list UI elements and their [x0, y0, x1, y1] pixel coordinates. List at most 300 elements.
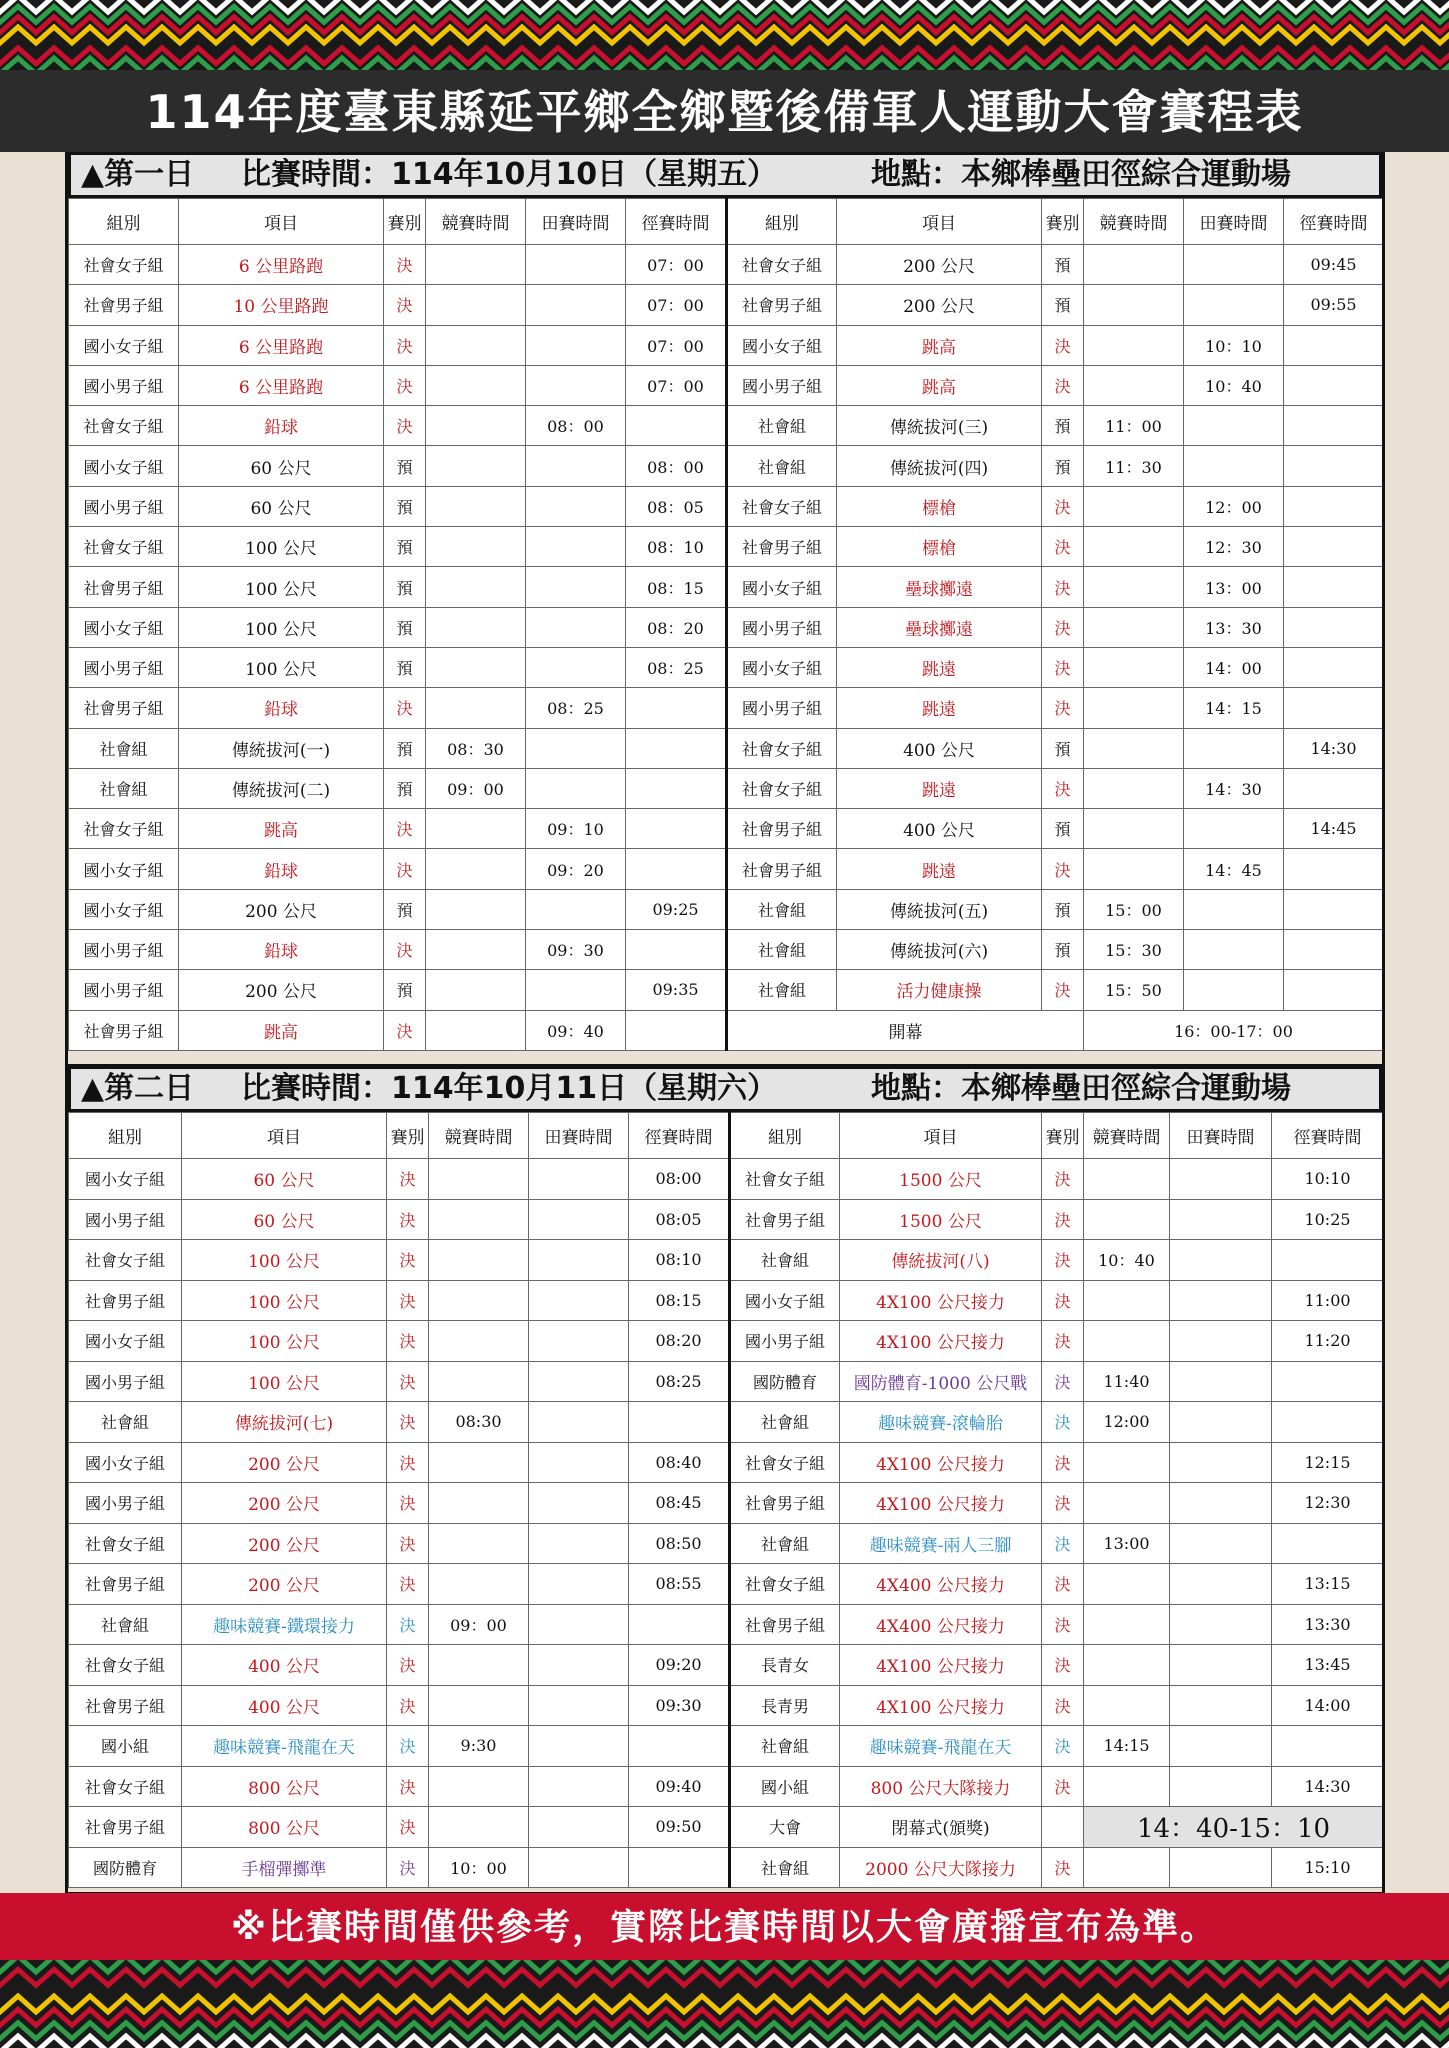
race-time-cell	[429, 1645, 529, 1686]
event-cell: 傳統拔河(八)	[840, 1240, 1042, 1281]
round-cell: 預	[384, 889, 426, 929]
race-time-cell: 08:30	[429, 1402, 529, 1443]
track-time-cell	[1272, 1523, 1384, 1564]
field-time-cell	[1170, 1240, 1272, 1281]
race-time-cell	[1084, 1442, 1170, 1483]
group-cell: 社會組	[730, 1240, 840, 1281]
group-cell: 社會女子組	[730, 1564, 840, 1605]
track-time-cell	[629, 1726, 729, 1767]
group-cell: 社會組	[727, 889, 837, 929]
round-cell: 決	[1042, 1523, 1084, 1564]
round-cell: 決	[384, 245, 426, 285]
round-cell: 預	[1042, 406, 1084, 446]
event-cell: 60 公尺	[179, 446, 384, 486]
event-cell: 趣味競賽-飛龍在天	[182, 1726, 387, 1767]
race-time-cell	[429, 1564, 529, 1605]
track-time-cell: 10:10	[1272, 1159, 1384, 1200]
field-time-cell: 09：40	[526, 1010, 626, 1050]
track-time-cell	[626, 406, 726, 446]
round-cell: 決	[1042, 688, 1084, 728]
field-time-cell	[529, 1483, 629, 1524]
track-time-cell: 15:10	[1272, 1847, 1384, 1888]
table-row	[727, 446, 1384, 486]
round-cell: 決	[384, 365, 426, 405]
group-cell: 國小女子組	[69, 325, 179, 365]
event-cell: 傳統拔河(六)	[837, 930, 1042, 970]
group-cell: 社會組	[727, 970, 837, 1010]
field-time-cell	[1184, 406, 1284, 446]
table-row	[730, 1442, 1384, 1483]
event-cell: 4X100 公尺接力	[840, 1483, 1042, 1524]
group-cell: 社會女子組	[69, 1645, 182, 1686]
group-cell: 社會組	[69, 1604, 182, 1645]
column-header: 項目	[179, 199, 384, 245]
column-header: 組別	[69, 199, 179, 245]
round-cell: 決	[384, 688, 426, 728]
track-time-cell	[1272, 1361, 1384, 1402]
round-cell: 預	[384, 647, 426, 687]
event-cell: 鉛球	[179, 406, 384, 446]
race-time-cell	[1084, 607, 1184, 647]
event-cell: 100 公尺	[182, 1280, 387, 1321]
table-row	[727, 486, 1384, 526]
table-row	[727, 1010, 1384, 1050]
group-cell: 國小組	[69, 1726, 182, 1767]
table-row	[730, 1523, 1384, 1564]
group-cell: 社會男子組	[69, 285, 179, 325]
group-cell: 社會男子組	[730, 1604, 840, 1645]
field-time-cell	[1170, 1685, 1272, 1726]
group-cell: 國小男子組	[69, 1483, 182, 1524]
race-time-cell	[426, 889, 526, 929]
round-cell: 決	[384, 1010, 426, 1050]
table-row	[730, 1361, 1384, 1402]
table-row	[730, 1199, 1384, 1240]
race-time-cell	[1084, 849, 1184, 889]
column-header: 組別	[69, 1113, 182, 1159]
race-time-cell	[1084, 1766, 1170, 1807]
column-header: 競賽時間	[1084, 199, 1184, 245]
group-cell: 國小女子組	[69, 1159, 182, 1200]
event-cell: 100 公尺	[182, 1361, 387, 1402]
race-time-cell	[429, 1361, 529, 1402]
race-time-cell	[1084, 567, 1184, 607]
table-row	[69, 1442, 729, 1483]
round-cell: 決	[1042, 1442, 1084, 1483]
race-time-cell	[1084, 486, 1184, 526]
group-cell: 大會	[730, 1807, 840, 1848]
event-cell: 200 公尺	[182, 1483, 387, 1524]
field-time-cell	[526, 446, 626, 486]
round-cell: 決	[387, 1321, 429, 1362]
field-time-cell	[529, 1766, 629, 1807]
round-cell: 決	[384, 809, 426, 849]
group-cell: 國小男子組	[69, 930, 179, 970]
track-time-cell: 09:55	[1284, 285, 1384, 325]
field-time-cell	[526, 325, 626, 365]
race-time-cell	[1084, 1483, 1170, 1524]
event-cell: 6 公里路跑	[179, 365, 384, 405]
round-cell: 決	[384, 325, 426, 365]
round-cell: 決	[387, 1645, 429, 1686]
event-cell: 200 公尺	[837, 285, 1042, 325]
round-cell: 預	[384, 728, 426, 768]
group-cell: 社會組	[730, 1402, 840, 1443]
day1-time: 比賽時間：114年10月10日（星期五）	[241, 157, 778, 192]
table-row	[69, 1523, 729, 1564]
column-header: 競賽時間	[426, 199, 526, 245]
field-time-cell: 08：25	[526, 688, 626, 728]
table-row	[69, 1604, 729, 1645]
race-time-cell: 09：00	[426, 768, 526, 808]
round-cell: 決	[1042, 1280, 1084, 1321]
day1-label: ▲第一日	[81, 157, 195, 192]
race-time-cell	[1084, 1847, 1170, 1888]
field-time-cell	[529, 1726, 629, 1767]
track-time-cell: 12:15	[1272, 1442, 1384, 1483]
field-time-cell: 09：10	[526, 809, 626, 849]
table-row	[69, 1402, 729, 1443]
page-title: 114年度臺東縣延平鄉全鄉暨後備軍人運動大會賽程表	[145, 85, 1304, 139]
round-cell: 決	[384, 849, 426, 889]
round-cell	[1042, 1807, 1084, 1848]
column-header: 組別	[730, 1113, 840, 1159]
round-cell: 決	[1042, 567, 1084, 607]
table-row	[69, 1645, 729, 1686]
field-time-cell	[526, 970, 626, 1010]
track-time-cell: 08:20	[629, 1321, 729, 1362]
table-row	[727, 285, 1384, 325]
column-header: 項目	[840, 1113, 1042, 1159]
round-cell: 預	[384, 970, 426, 1010]
column-header: 賽別	[384, 199, 426, 245]
column-header: 項目	[182, 1113, 387, 1159]
table-row	[727, 970, 1384, 1010]
field-time-cell	[1184, 809, 1284, 849]
table-row	[730, 1564, 1384, 1605]
track-time-cell: 08:15	[629, 1280, 729, 1321]
table-row	[727, 768, 1384, 808]
track-time-cell	[1284, 325, 1384, 365]
event-cell: 跳遠	[837, 688, 1042, 728]
table-row	[69, 406, 726, 446]
event-cell: 跳高	[837, 325, 1042, 365]
day1-left-table	[68, 198, 726, 1051]
column-header: 賽別	[387, 1113, 429, 1159]
table-row	[69, 728, 726, 768]
group-cell: 國小女子組	[69, 446, 179, 486]
event-cell: 10 公里路跑	[179, 285, 384, 325]
event-cell: 鉛球	[179, 688, 384, 728]
track-time-cell	[1284, 970, 1384, 1010]
group-cell: 社會組	[730, 1523, 840, 1564]
round-cell: 預	[1042, 809, 1084, 849]
table-row	[730, 1847, 1384, 1888]
event-cell: 活力健康操	[837, 970, 1042, 1010]
race-time-cell: 09：00	[429, 1604, 529, 1645]
group-cell: 社會女子組	[727, 728, 837, 768]
event-cell: 跳遠	[837, 647, 1042, 687]
race-time-cell	[429, 1483, 529, 1524]
round-cell: 預	[1042, 245, 1084, 285]
day2-time: 比賽時間：114年10月11日（星期六）	[241, 1071, 778, 1106]
race-time-cell	[1084, 1604, 1170, 1645]
group-cell: 社會女子組	[727, 768, 837, 808]
event-cell: 200 公尺	[837, 245, 1042, 285]
round-cell: 決	[387, 1766, 429, 1807]
track-time-cell: 11:00	[1272, 1280, 1384, 1321]
column-header: 徑賽時間	[1272, 1113, 1384, 1159]
field-time-cell	[1170, 1726, 1272, 1767]
race-time-cell	[1084, 1564, 1170, 1605]
group-cell: 長青男	[730, 1685, 840, 1726]
field-time-cell: 13：30	[1184, 607, 1284, 647]
field-time-cell	[529, 1685, 629, 1726]
group-cell: 國小男子組	[69, 647, 179, 687]
event-cell: 100 公尺	[182, 1321, 387, 1362]
track-time-cell	[626, 930, 726, 970]
track-time-cell: 08:45	[629, 1483, 729, 1524]
round-cell: 決	[387, 1807, 429, 1848]
event-cell: 傳統拔河(五)	[837, 889, 1042, 929]
event-cell: 60 公尺	[182, 1199, 387, 1240]
race-time-cell	[426, 607, 526, 647]
race-time-cell	[426, 285, 526, 325]
field-time-cell	[529, 1604, 629, 1645]
race-time-cell	[426, 325, 526, 365]
field-time-cell	[1184, 728, 1284, 768]
race-time-cell	[426, 245, 526, 285]
field-time-cell	[1170, 1159, 1272, 1200]
event-cell: 壘球擲遠	[837, 567, 1042, 607]
group-cell: 社會女子組	[730, 1442, 840, 1483]
race-time-cell	[426, 567, 526, 607]
event-cell: 400 公尺	[182, 1645, 387, 1686]
event-cell: 6 公里路跑	[179, 325, 384, 365]
event-cell: 跳高	[837, 365, 1042, 405]
table-row	[730, 1604, 1384, 1645]
track-time-cell	[1284, 849, 1384, 889]
field-time-cell	[526, 889, 626, 929]
field-time-cell	[526, 728, 626, 768]
field-time-cell: 09：30	[526, 930, 626, 970]
track-time-cell: 09:25	[626, 889, 726, 929]
table-row	[69, 365, 726, 405]
round-cell: 決	[1042, 1402, 1084, 1443]
race-time-cell	[426, 446, 526, 486]
round-cell: 決	[1042, 1361, 1084, 1402]
race-time-cell	[429, 1442, 529, 1483]
race-time-cell	[1084, 365, 1184, 405]
race-time-cell	[429, 1807, 529, 1848]
track-time-cell: 08：25	[626, 647, 726, 687]
event-cell: 跳遠	[837, 849, 1042, 889]
group-cell: 國小女子組	[69, 849, 179, 889]
race-time-cell	[429, 1685, 529, 1726]
event-cell: 60 公尺	[179, 486, 384, 526]
day2-right-table	[728, 1112, 1384, 1888]
footer-note: ※比賽時間僅供參考，實際比賽時間以大會廣播宣布為準。	[231, 1907, 1218, 1948]
event-cell: 200 公尺	[179, 889, 384, 929]
table-row	[727, 527, 1384, 567]
table-row	[69, 1807, 729, 1848]
track-time-cell	[1272, 1240, 1384, 1281]
event-cell: 傳統拔河(二)	[179, 768, 384, 808]
table-header-row	[730, 1113, 1384, 1159]
race-time-cell	[426, 849, 526, 889]
table-row	[69, 1766, 729, 1807]
column-header: 徑賽時間	[629, 1113, 729, 1159]
round-cell: 決	[387, 1361, 429, 1402]
event-cell: 60 公尺	[182, 1159, 387, 1200]
round-cell: 決	[387, 1240, 429, 1281]
table-row	[69, 446, 726, 486]
group-cell: 社會女子組	[69, 406, 179, 446]
group-cell: 長青女	[730, 1645, 840, 1686]
field-time-cell	[1184, 285, 1284, 325]
group-cell: 社會女子組	[69, 245, 179, 285]
table-header-row	[727, 199, 1384, 245]
table-row	[727, 889, 1384, 929]
race-time-cell	[1084, 1280, 1170, 1321]
opening-cell: 開幕	[727, 1010, 1084, 1050]
event-cell: 4X100 公尺接力	[840, 1442, 1042, 1483]
table-row	[69, 1280, 729, 1321]
round-cell: 決	[384, 285, 426, 325]
event-cell: 4X100 公尺接力	[840, 1280, 1042, 1321]
race-time-cell	[426, 647, 526, 687]
track-time-cell: 07：00	[626, 285, 726, 325]
table-row	[69, 607, 726, 647]
round-cell: 決	[1042, 647, 1084, 687]
race-time-cell	[1084, 325, 1184, 365]
field-time-cell	[1170, 1847, 1272, 1888]
event-cell: 標槍	[837, 486, 1042, 526]
event-cell: 400 公尺	[837, 728, 1042, 768]
event-cell: 鉛球	[179, 849, 384, 889]
field-time-cell	[526, 768, 626, 808]
field-time-cell	[1184, 930, 1284, 970]
event-cell: 趣味競賽-滾輪胎	[840, 1402, 1042, 1443]
race-time-cell	[426, 365, 526, 405]
round-cell: 決	[387, 1442, 429, 1483]
round-cell: 決	[1042, 1766, 1084, 1807]
table-row	[69, 809, 726, 849]
group-cell: 國小男子組	[69, 486, 179, 526]
field-time-cell	[1170, 1442, 1272, 1483]
track-time-cell	[1284, 567, 1384, 607]
table-row	[69, 527, 726, 567]
zigzag-bottom-border	[0, 1960, 1449, 2048]
column-header: 項目	[837, 199, 1042, 245]
group-cell: 國小男子組	[69, 1199, 182, 1240]
field-time-cell	[1170, 1645, 1272, 1686]
race-time-cell: 10：40	[1084, 1240, 1170, 1281]
track-time-cell	[1284, 486, 1384, 526]
table-row	[730, 1321, 1384, 1362]
race-time-cell: 15：00	[1084, 889, 1184, 929]
column-header: 田賽時間	[529, 1113, 629, 1159]
race-time-cell	[426, 930, 526, 970]
race-time-cell	[429, 1159, 529, 1200]
table-row	[69, 768, 726, 808]
group-cell: 國小女子組	[727, 325, 837, 365]
table-row	[69, 688, 726, 728]
group-cell: 國小女子組	[69, 889, 179, 929]
table-row	[730, 1402, 1384, 1443]
field-time-cell	[526, 527, 626, 567]
table-row	[69, 1483, 729, 1524]
track-time-cell: 08:55	[629, 1564, 729, 1605]
group-cell: 國小男子組	[69, 365, 179, 405]
track-time-cell	[626, 688, 726, 728]
event-cell: 傳統拔河(一)	[179, 728, 384, 768]
track-time-cell: 08:40	[629, 1442, 729, 1483]
field-time-cell	[526, 647, 626, 687]
table-row	[727, 567, 1384, 607]
track-time-cell: 09:20	[629, 1645, 729, 1686]
race-time-cell: 15：50	[1084, 970, 1184, 1010]
table-row	[69, 245, 726, 285]
race-time-cell	[426, 527, 526, 567]
table-header-row	[69, 199, 726, 245]
race-time-cell	[1084, 1159, 1170, 1200]
track-time-cell: 13:45	[1272, 1645, 1384, 1686]
round-cell: 決	[384, 406, 426, 446]
round-cell: 決	[1042, 1321, 1084, 1362]
group-cell: 社會男子組	[727, 849, 837, 889]
round-cell: 決	[1042, 486, 1084, 526]
table-row	[69, 325, 726, 365]
group-cell: 國小女子組	[69, 1321, 182, 1362]
race-time-cell	[429, 1523, 529, 1564]
track-time-cell	[1284, 930, 1384, 970]
track-time-cell: 09:30	[629, 1685, 729, 1726]
event-cell: 1500 公尺	[840, 1159, 1042, 1200]
event-cell: 400 公尺	[182, 1685, 387, 1726]
table-row	[69, 930, 726, 970]
field-time-cell	[529, 1645, 629, 1686]
track-time-cell: 08:05	[629, 1199, 729, 1240]
event-cell: 4X400 公尺接力	[840, 1564, 1042, 1605]
event-cell: 趣味競賽-飛龍在天	[840, 1726, 1042, 1767]
table-row	[69, 1361, 729, 1402]
event-cell: 1500 公尺	[840, 1199, 1042, 1240]
group-cell: 國小男子組	[727, 607, 837, 647]
field-time-cell	[1170, 1321, 1272, 1362]
field-time-cell	[526, 365, 626, 405]
event-cell: 200 公尺	[182, 1564, 387, 1605]
field-time-cell	[529, 1159, 629, 1200]
table-row	[730, 1645, 1384, 1686]
track-time-cell: 09:45	[1284, 245, 1384, 285]
group-cell: 國防體育	[730, 1361, 840, 1402]
field-time-cell: 14：45	[1184, 849, 1284, 889]
field-time-cell	[529, 1361, 629, 1402]
round-cell: 預	[384, 446, 426, 486]
group-cell: 國小男子組	[730, 1321, 840, 1362]
round-cell: 決	[1042, 768, 1084, 808]
group-cell: 社會男子組	[69, 567, 179, 607]
track-time-cell	[626, 809, 726, 849]
group-cell: 社會女子組	[727, 486, 837, 526]
table-row	[727, 365, 1384, 405]
track-time-cell	[626, 768, 726, 808]
track-time-cell: 09:35	[626, 970, 726, 1010]
track-time-cell: 13:15	[1272, 1564, 1384, 1605]
group-cell: 社會男子組	[69, 1807, 182, 1848]
field-time-cell	[1184, 889, 1284, 929]
